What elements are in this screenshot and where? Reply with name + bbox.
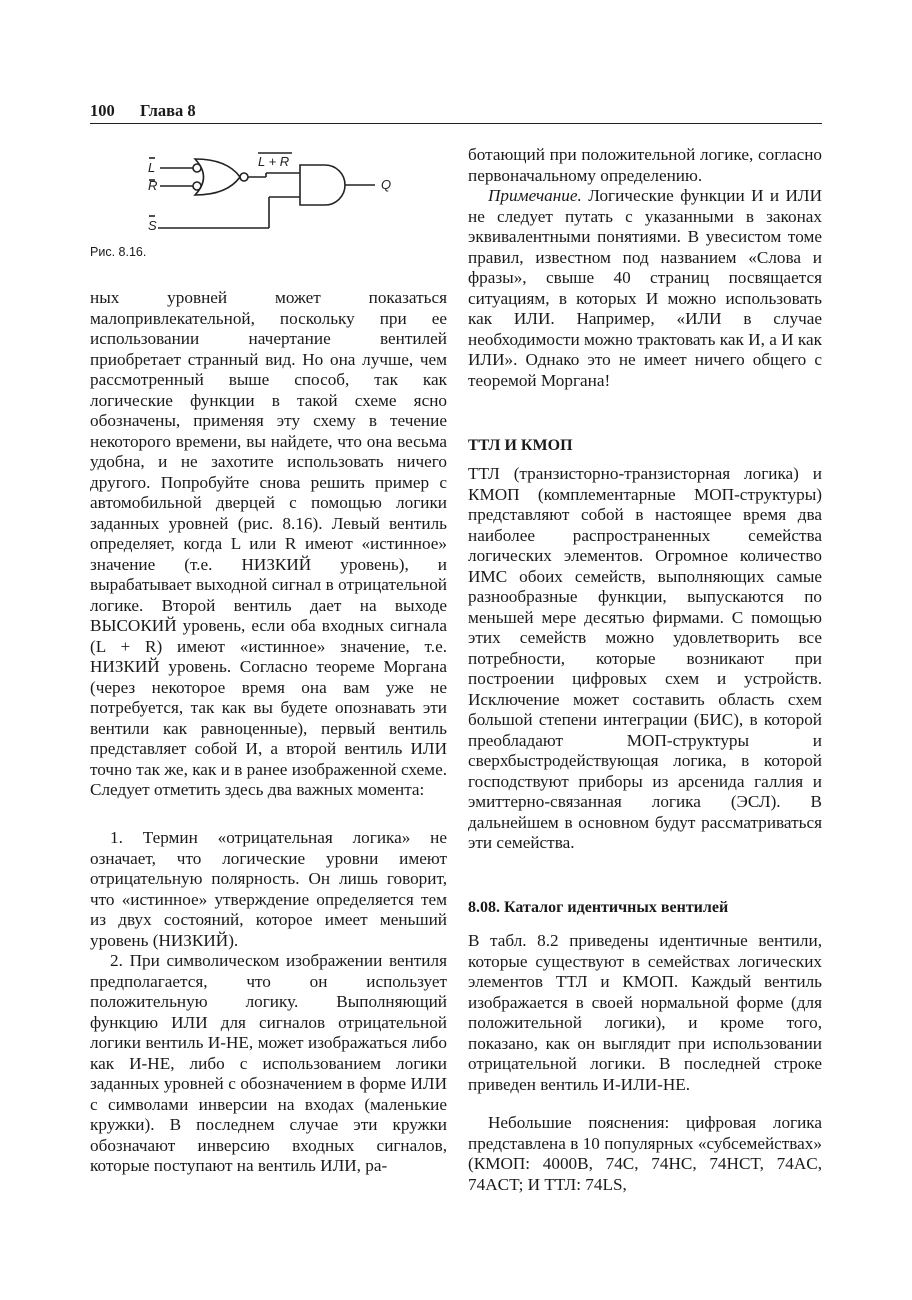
section-heading: ТТЛ И КМОП [468,437,573,454]
gate-diagram [140,143,400,243]
input-label-s: S [148,218,157,233]
final-paragraph: Небольшие пояснения: цифровая логика представлена в 10 популярных «субсемействах» (КМОП: 4000B, 74C, 74HC, 74HCT, 74AC, 74ACT; И ТТЛ: 74LS, [468,1113,822,1194]
header-rule [90,123,822,124]
left-column-list [90,828,447,1177]
input-label-l: L [148,160,156,175]
final-text [468,1113,822,1195]
output-label: Q [381,177,392,192]
note-label: Примечание. [488,186,582,205]
left-column-text [90,288,447,801]
intermediate-label: L + R [258,154,290,169]
list-item-2: 2. При символическом изображении вентиля предполагается, что он использует положительную логику. Выполняющий функцию ИЛИ для сигналов отрицательной логики вентиль И-НЕ, может изображаться либо как И-НЕ, либо с использованием логики заданных уровней с обозначением в форме ИЛИ с символами инверсии на входах (маленькие кружки). В последнем случае эти кружки обозначают инверсию входных сигналов, которые поступают на вентиль ИЛИ, ра- [90,951,447,1175]
chapter-title: Глава 8 [140,101,196,120]
list-item-1: 1. Термин «отрицательная логика» не означает, что логические уровни имеют отрицательную полярность. Он лишь говорит, что «истинное» утверждение определяется тем из двух состояний, которое имеет меньший уровень (НИЗКИЙ). [90,828,447,950]
figure-caption: Рис. 8.16. [90,245,147,259]
section-text [468,464,822,854]
body-paragraph: ных уровней может показаться малопривлекательной, поскольку при ее использовании начертание вентилей приобретает странный вид. Но она лучше, чем рассмотренный выше способ, так как логические функции в такой схеме ясно обозначены, применяя эту схему в течение некоторого времени, вы найдете, что она весьма удобна, и не захотите использовать ничего другого. Попробуйте снова решить пример с автомобильной дверцей с помощью логики заданных уровней (рис. 8.16). Левый вентиль определяет, когда L или R имеют «истинное» значение (т.е. НИЗКИЙ уровень), и вырабатывает выходной сигнал в отрицательной логике. Второй вентиль дает на выходе ВЫСОКИЙ уровень, если оба входных сигнала (L + R) имеют «истинное» значение, т.е. НИЗКИЙ уровень. Согласно теореме Моргана (через некоторое время она вам уже не потребуется, так как вы будете опознавать эти вентили как равноценные), первый вентиль представляет собой И, а второй вентиль ИЛИ точно так же, как и в ранее изображенной схеме. Следует отметить здесь два важных момента: [90,288,447,799]
note-text: Логические функции И и ИЛИ не следует путать с указанными в законах эквивалентными понятиями. В увесистом томе правил, известном под названием «Слова и фразы», свыше 40 страниц посвящается ситуациям, в которых И можно использовать как ИЛИ. Например, «ИЛИ в случае необходимости можно трактовать как И, а И как ИЛИ». Однако это не имеет ничего общего с теоремой Моргана! [468,186,822,390]
input-label-r: R [148,178,158,193]
subsection-paragraph: В табл. 8.2 приведены идентичные вентили, которые существуют в семействах логических элементов ТТЛ и КМОП. Каждый вентиль изображается в своей нормальной форме (для положительной логики), и кроме того, показано, как он выглядит при использовании отрицательной логики. В последней строке приведен вентиль И-ИЛИ-НЕ. [468,931,822,1094]
page-number: 100 [90,101,115,120]
note-paragraph [468,186,822,391]
subsection-text [468,931,822,1095]
continuation-paragraph: ботающий при положительной логике, согласно первоначальному определению. [468,145,822,185]
page-header [90,101,822,123]
logic-gate-figure [140,143,400,243]
section-paragraph: ТТЛ (транзисторно-транзисторная логика) и КМОП (комплементарные МОП-структуры) представляют собой в настоящее время два наиболее распространенных семейства логических элементов. Огромное количество ИМС обоих семейств, выполняющих самые разнообразные функции, выпускаются по меньшей мере десятью фирмами. С помощью этих семейств можно удовлетворить все потребности, которые возникают при построении цифровых схем и устройств. Исключение может составить область схем большой степени интеграции (БИС), в которой преобладают МОП-структуры и сверхбыстродействующая логика, в которой господствуют приборы из арсенида галлия и эмиттерно-связанная логика (ЭСЛ). В дальнейшем в основном будут рассматриваться эти семейства. [468,464,822,852]
subsection-heading: 8.08. Каталог идентичных вентилей [468,899,729,916]
right-column-top [468,145,822,391]
